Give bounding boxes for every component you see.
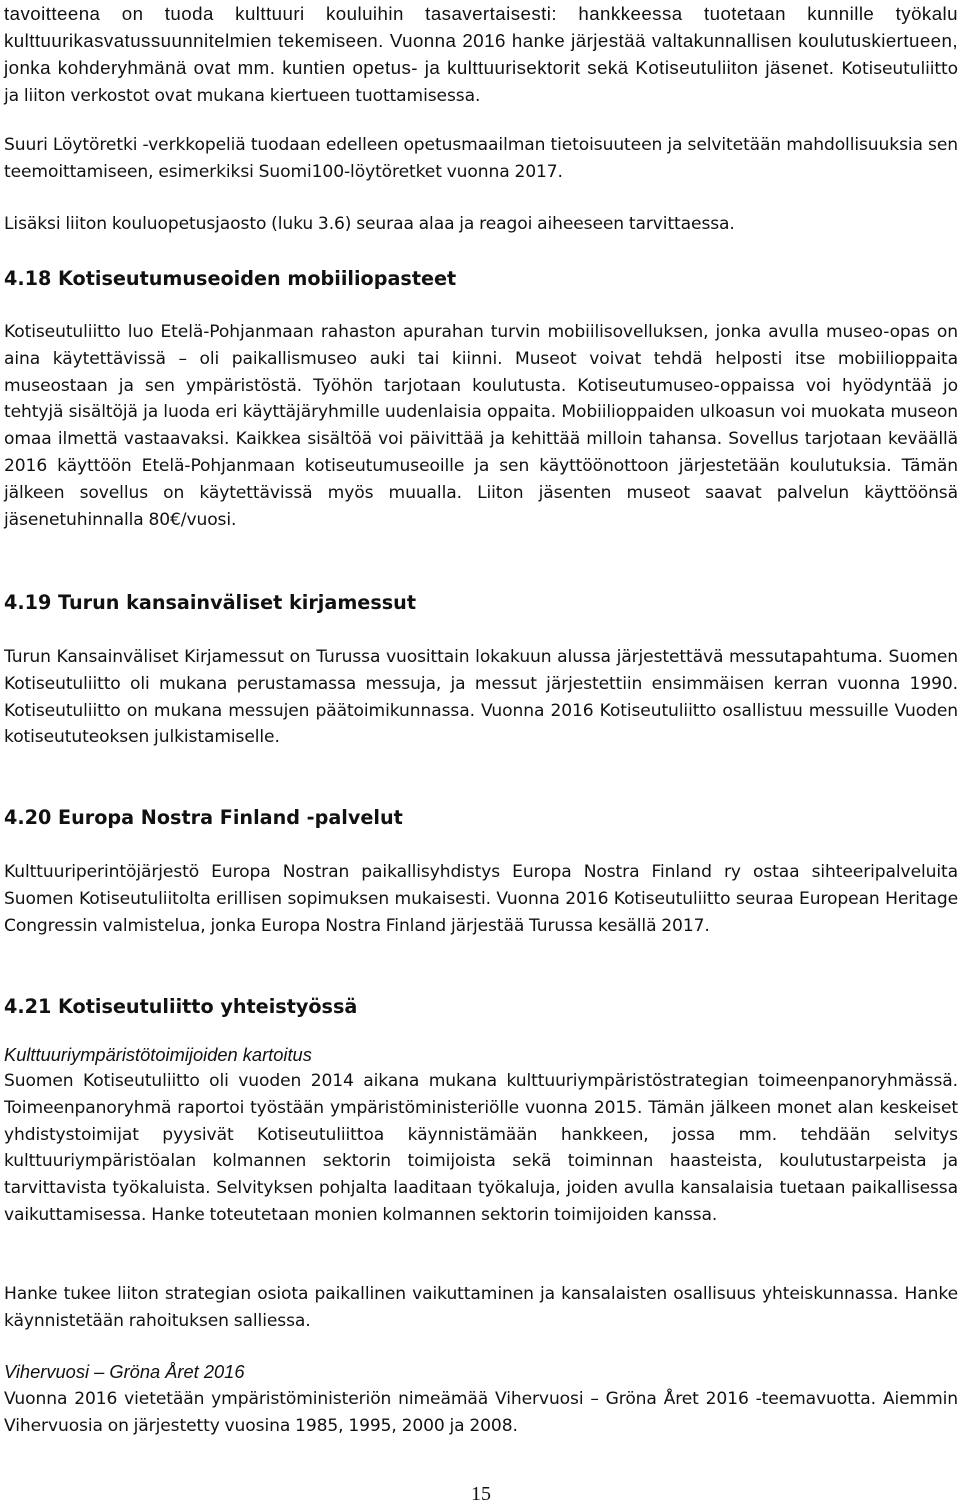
kartoitus-subheading: Kulttuuriympäristötoimijoiden kartoitus — [4, 1044, 312, 1065]
page-number: 15 — [471, 1483, 491, 1505]
section-4-19-body: Turun Kansainväliset Kirjamessut on Turussa vuosittain lokakuun alussa järjestettävä messutapahtuma. Suomen Kotiseutuliitto oli mukana perustamassa messuja, ja messut järjestettiin ensimmäisen kerran vuonna 1990. Kotiseutuliitto on mukana messujen päätoimikunnassa. Vuonna 2016 Kotiseutuliitto osallistuu messuille Vuoden kotiseututeoksen julkistamiselle. — [4, 647, 958, 748]
intro-text-arial: tavoitteena on tuoda kulttuuri kouluihin tasavertaisesti: hankkeessa tuotetaan kunnille työkalu kulttuurikasvatussuunnitelmien tekemiseen. Vuonna 2016 hanke järjestää valtakunnallisen koulutuskiertueen, jonka kohderyhmänä ovat mm. kuntien opetus- ja kulttuurisektorit sekä Kotiseutuliiton jäsenet. — [4, 3, 958, 78]
section-4-21-heading: 4.21 Kotiseutuliitto yhteistyössä — [4, 995, 358, 1018]
kouluopetusjaosto-paragraph: Lisäksi liiton kouluopetusjaosto (luku 3.6) seuraa alaa ja reagoi aiheeseen tarvittaessa. — [4, 214, 735, 234]
strategia-paragraph: Hanke tukee liiton strategian osiota paikallinen vaikuttaminen ja kansalaisten osallisuus yhteiskunnassa. Hanke käynnistetään rahoituksen salliessa. — [4, 1284, 958, 1331]
section-4-19-heading: 4.19 Turun kansainväliset kirjamessut — [4, 591, 416, 614]
intro-text-calibri: Kotiseutuliitto ja liiton verkostot ovat mukana kiertueen tuottamisessa. — [4, 58, 958, 107]
section-4-20-body: Kulttuuriperintöjärjestö Europa Nostran paikallisyhdistys Europa Nostra Finland ry ostaa sihteeripalveluita Suomen Kotiseutuliitolta erillisen sopimuksen mukaisesti. Vuonna 2016 Kotiseutuliitto seuraa European Heritage Congressin valmistelua, jonka Europa Nostra Finland järjestää Turussa kesällä 2017. — [4, 862, 958, 936]
document-page — [4, 0, 958, 1506]
vihervuosi-subheading: Vihervuosi – Gröna Året 2016 — [4, 1361, 245, 1382]
section-4-20-heading: 4.20 Europa Nostra Finland -palvelut — [4, 806, 403, 829]
kartoitus-paragraph: Suomen Kotiseutuliitto oli vuoden 2014 aikana mukana kulttuuriympäristöstrategian toimeenpanoryhmässä. Toimeenpanoryhmä raportoi työstään ympäristöministeriölle vuonna 2015. Tämän jälkeen monet alan keskeiset yhdistystoimijat pyysivät Kotiseutuliittoa käynnistämään hankkeen, jossa mm. tehdään selvitys kulttuuriympäristöalan kolmannen sektorin toimijoista sekä toiminnan haasteista, koulutustarpeista ja tarvittavista työkaluista. Selvityksen pohjalta laaditaan työkaluja, joiden avulla kansalaisia tuetaan paikallisessa vaikuttamisessa. Hanke toteutetaan monien kolmannen sektorin toimijoiden kanssa. — [4, 1071, 958, 1225]
section-4-18-body: Kotiseutuliitto luo Etelä-Pohjanmaan rahaston apurahan turvin mobiilisovelluksen, jonka avulla museo-opas on aina käytettävissä – oli paikallismuseo auki tai kiinni. Museot voivat tehdä helposti itse mobiilioppaita museostaan ja sen ympäristöstä. Työhön tarjotaan koulutusta. Kotiseutumuseo-oppaissa voi hyödyntää jo tehtyjä sisältöjä ja luoda eri käyttäjäryhmille uudenlaisia oppaita. Mobiilioppaiden ulkoasun voi muokata museon omaa ilmettä vastaavaksi. Kaikkea sisältöä voi päivittää ja kehittää milloin tahansa. Sovellus tarjotaan keväällä 2016 käyttöön Etelä-Pohjanmaan kotiseutumuseoille ja sen käyttöönottoon järjestetään koulutuksia. Tämän jälkeen sovellus on käytettävissä myös muualla. Liiton jäsenten museot saavat palvelun käyttöönsä jäsenetuhinnalla 80€/vuosi. — [4, 322, 958, 530]
intro-paragraph — [4, 1, 958, 110]
loytoretki-paragraph: Suuri Löytöretki -verkkopeliä tuodaan edelleen opetusmaailman tietoisuuteen ja selvitetään mahdollisuuksia sen teemoittamiseen, esimerkiksi Suomi100-löytöretket vuonna 2017. — [4, 135, 958, 182]
section-4-18-heading: 4.18 Kotiseutumuseoiden mobiiliopasteet — [4, 267, 457, 290]
vihervuosi-paragraph: Vuonna 2016 vietetään ympäristöministeriön nimeämää Vihervuosi – Gröna Året 2016 -teemavuotta. Aiemmin Vihervuosia on järjestetty vuosina 1985, 1995, 2000 ja 2008. — [4, 1389, 958, 1436]
